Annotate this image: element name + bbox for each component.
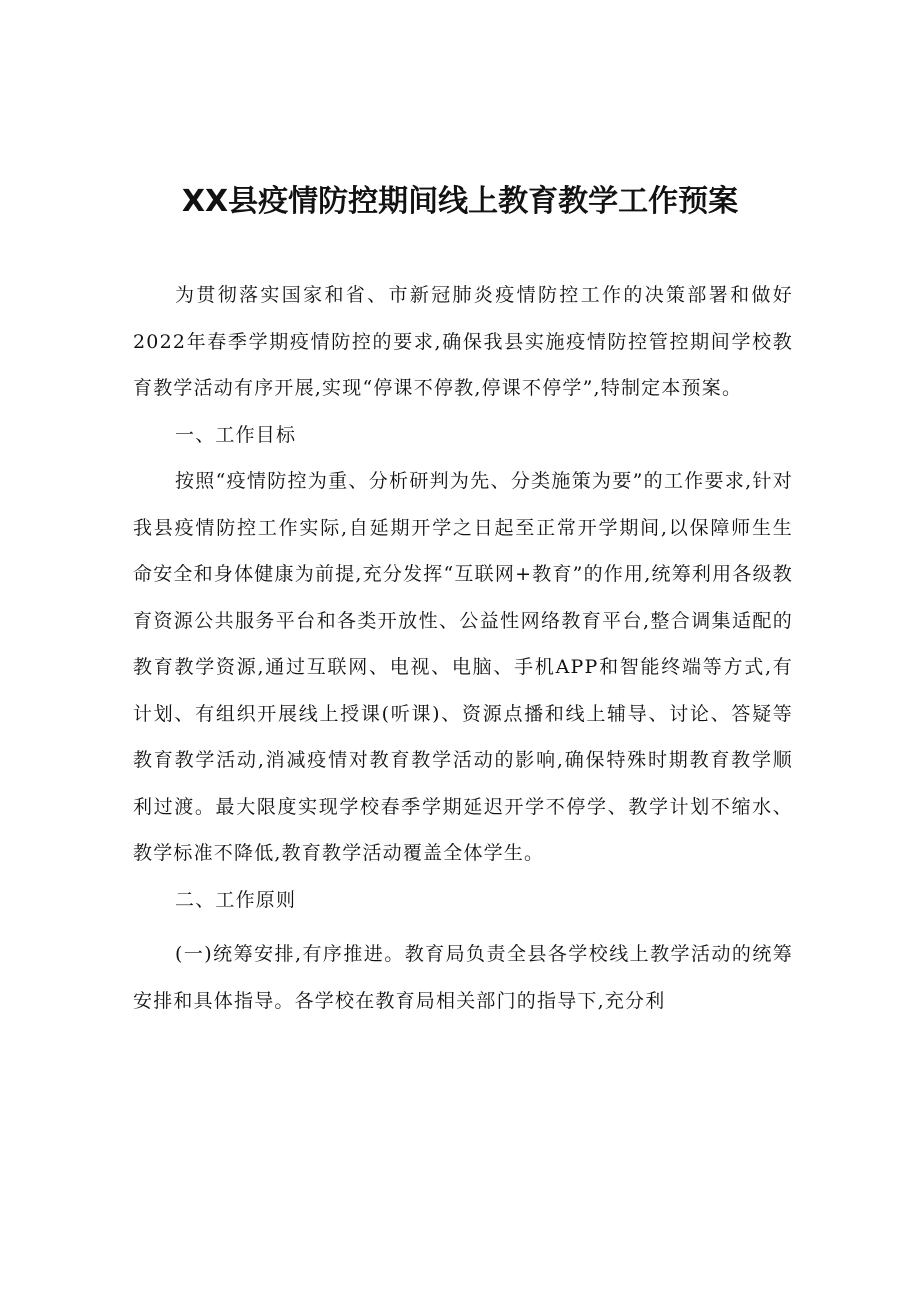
paragraph-spacer bbox=[133, 923, 793, 931]
document-title: XX县疫情防控期间线上教育教学工作预案 bbox=[181, 184, 739, 219]
document-body bbox=[133, 272, 793, 1024]
section-heading-goals: 一、工作目标 bbox=[175, 423, 297, 446]
section-heading-principles: 二、工作原则 bbox=[175, 888, 297, 911]
principle-one-paragraph: (一)统筹安排,有序推进。教育局负责全县各学校线上教学活动的统筹安排和具体指导。各学校在教育局相关部门的指导下,充分利 bbox=[133, 943, 793, 1012]
goals-paragraph: 按照“疫情防控为重、分析研判为先、分类施策为要”的工作要求,针对我县疫情防控工作实际,自延期开学之日起至正常开学期间,以保障师生生命安全和身体健康为前提,充分发挥“互联网+教育”的作用,统筹利用各级教育资源公共服务平台和各类开放性、公益性网络教育平台,整合调集适配的教育教学资源,通过互联网、电视、电脑、手机APP和智能终端等方式,有计划、有组织开展线上授课(听课)、资源点播和线上辅导、讨论、答疑等教育教学活动,消减疫情对教育教学活动的影响,确保特殊时期教育教学顺利过渡。最大限度实现学校春季学期延迟开学不停学、教学计划不缩水、教学标准不降低,教育教学活动覆盖全体学生。 bbox=[133, 470, 793, 864]
intro-paragraph: 为贯彻落实国家和省、市新冠肺炎疫情防控工作的决策部署和做好2022年春季学期疫情防控的要求,确保我县实施疫情防控管控期间学校教育教学活动有序开展,实现“停课不停教,停课不停学”,特制定本预案。 bbox=[133, 284, 793, 399]
